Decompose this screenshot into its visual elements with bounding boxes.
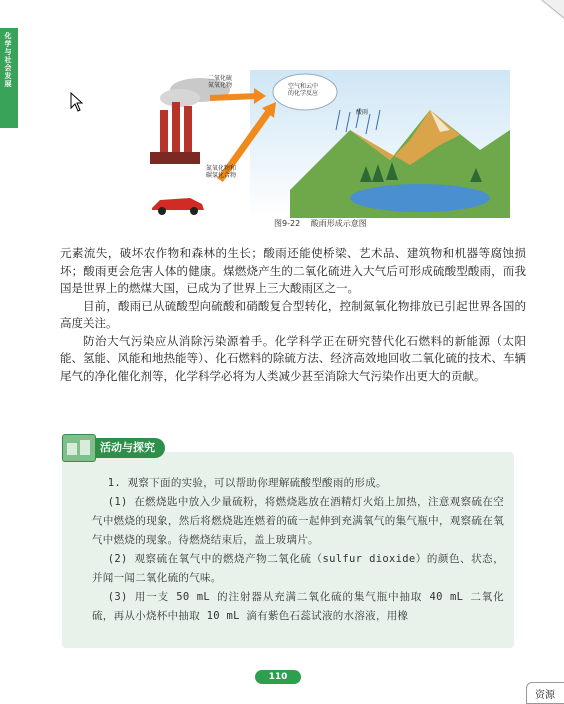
acid-rain-diagram bbox=[150, 70, 510, 218]
lab-icon bbox=[62, 434, 96, 462]
body-paragraph-3: 防治大气污染应从消除污染源着手。化学科学正在研究替代化石燃料的新能源（太阳能、氢能、风能和地热能等）、化石燃料的除硫方法、经济高效地回收二氧化硫的技术、车辆尾气的净化催化剂等，化学科学必将为人类减少甚至消除大气污染作出更大的贡献。 bbox=[60, 333, 526, 383]
activity-step-1: (1) 在燃烧匙中放入少量硫粉，将燃烧匙放在酒精灯火焰上加热，注意观察硫在空气中燃烧的现象，然后将燃烧匙连燃着的硫一起伸到充满氧气的集气瓶中，观察硫在氧气中燃烧的现象。待燃烧结束后，盖上玻璃片。 bbox=[92, 496, 504, 546]
svg-text:二氧化硫 氮氧化物: 二氧化硫 氮氧化物 bbox=[208, 75, 233, 89]
arrow-so2 bbox=[210, 96, 258, 98]
figure-caption-text: 酸雨形成示意图 bbox=[310, 219, 367, 228]
body-text bbox=[60, 245, 526, 385]
page-corner-icon bbox=[540, 0, 564, 20]
chapter-side-tab bbox=[0, 28, 18, 128]
car-icon bbox=[152, 198, 204, 215]
activity-intro: 1. 观察下面的实验，可以帮助你理解硫酸型酸雨的形成。 bbox=[107, 477, 387, 489]
body-paragraph-1: 元素流失，破坏农作物和森林的生长；酸雨还能使桥梁、艺术品、建筑物和机器等腐蚀损坏；酸雨更会危害人体的健康。煤燃烧产生的二氧化硫进入大气后可形成硫酸型酸雨，而我国是世界上的燃煤大国，已成为了世界上三大酸雨区之一。 bbox=[60, 246, 526, 295]
lake bbox=[350, 184, 490, 212]
label-air: 空气和云中 bbox=[288, 83, 319, 90]
svg-text:氮氧化物和 碳氢化合物: 氮氧化物和 碳氢化合物 bbox=[206, 165, 237, 179]
factory-icon bbox=[150, 102, 200, 164]
activity-step-2: (2) 观察硫在氧气中的燃烧产物二氧化硫（sulfur dioxide）的颜色、状态，并闻一闻二氧化硫的气味。 bbox=[92, 553, 504, 584]
body-paragraph-2: 目前，酸雨已从硫酸型向硫酸和硝酸复合型转化，控制氮氧化物排放已引起世界各国的高度关注。 bbox=[60, 298, 526, 330]
activity-step-3: (3) 用一支 50 mL 的注射器从充满二氧化硫的集气瓶中抽取 40 mL 二氧化硫，再从小烧杯中抽取 10 mL 滴有紫色石蕊试液的水溶液，用橡 bbox=[92, 591, 504, 622]
activity-title: 活动与探究 bbox=[90, 438, 165, 458]
resource-tab[interactable]: 资源 bbox=[526, 682, 564, 704]
svg-text:空气和云中 的化学反应: 空气和云中 的化学反应 bbox=[288, 83, 319, 97]
mouse-cursor-icon bbox=[70, 92, 84, 112]
label-so2: 二氧化硫 bbox=[208, 75, 233, 82]
figure-caption bbox=[274, 218, 367, 229]
label-acid-rain: 酸雨 bbox=[356, 109, 369, 116]
page-number: 110 bbox=[255, 670, 301, 684]
label-car: 氮氧化物和 bbox=[206, 165, 237, 172]
chapter-side-label: 化学与社会发展 bbox=[4, 32, 12, 88]
activity-header bbox=[62, 432, 182, 462]
activity-text bbox=[92, 474, 504, 626]
figure-caption-number: 图9-22 bbox=[274, 219, 301, 228]
